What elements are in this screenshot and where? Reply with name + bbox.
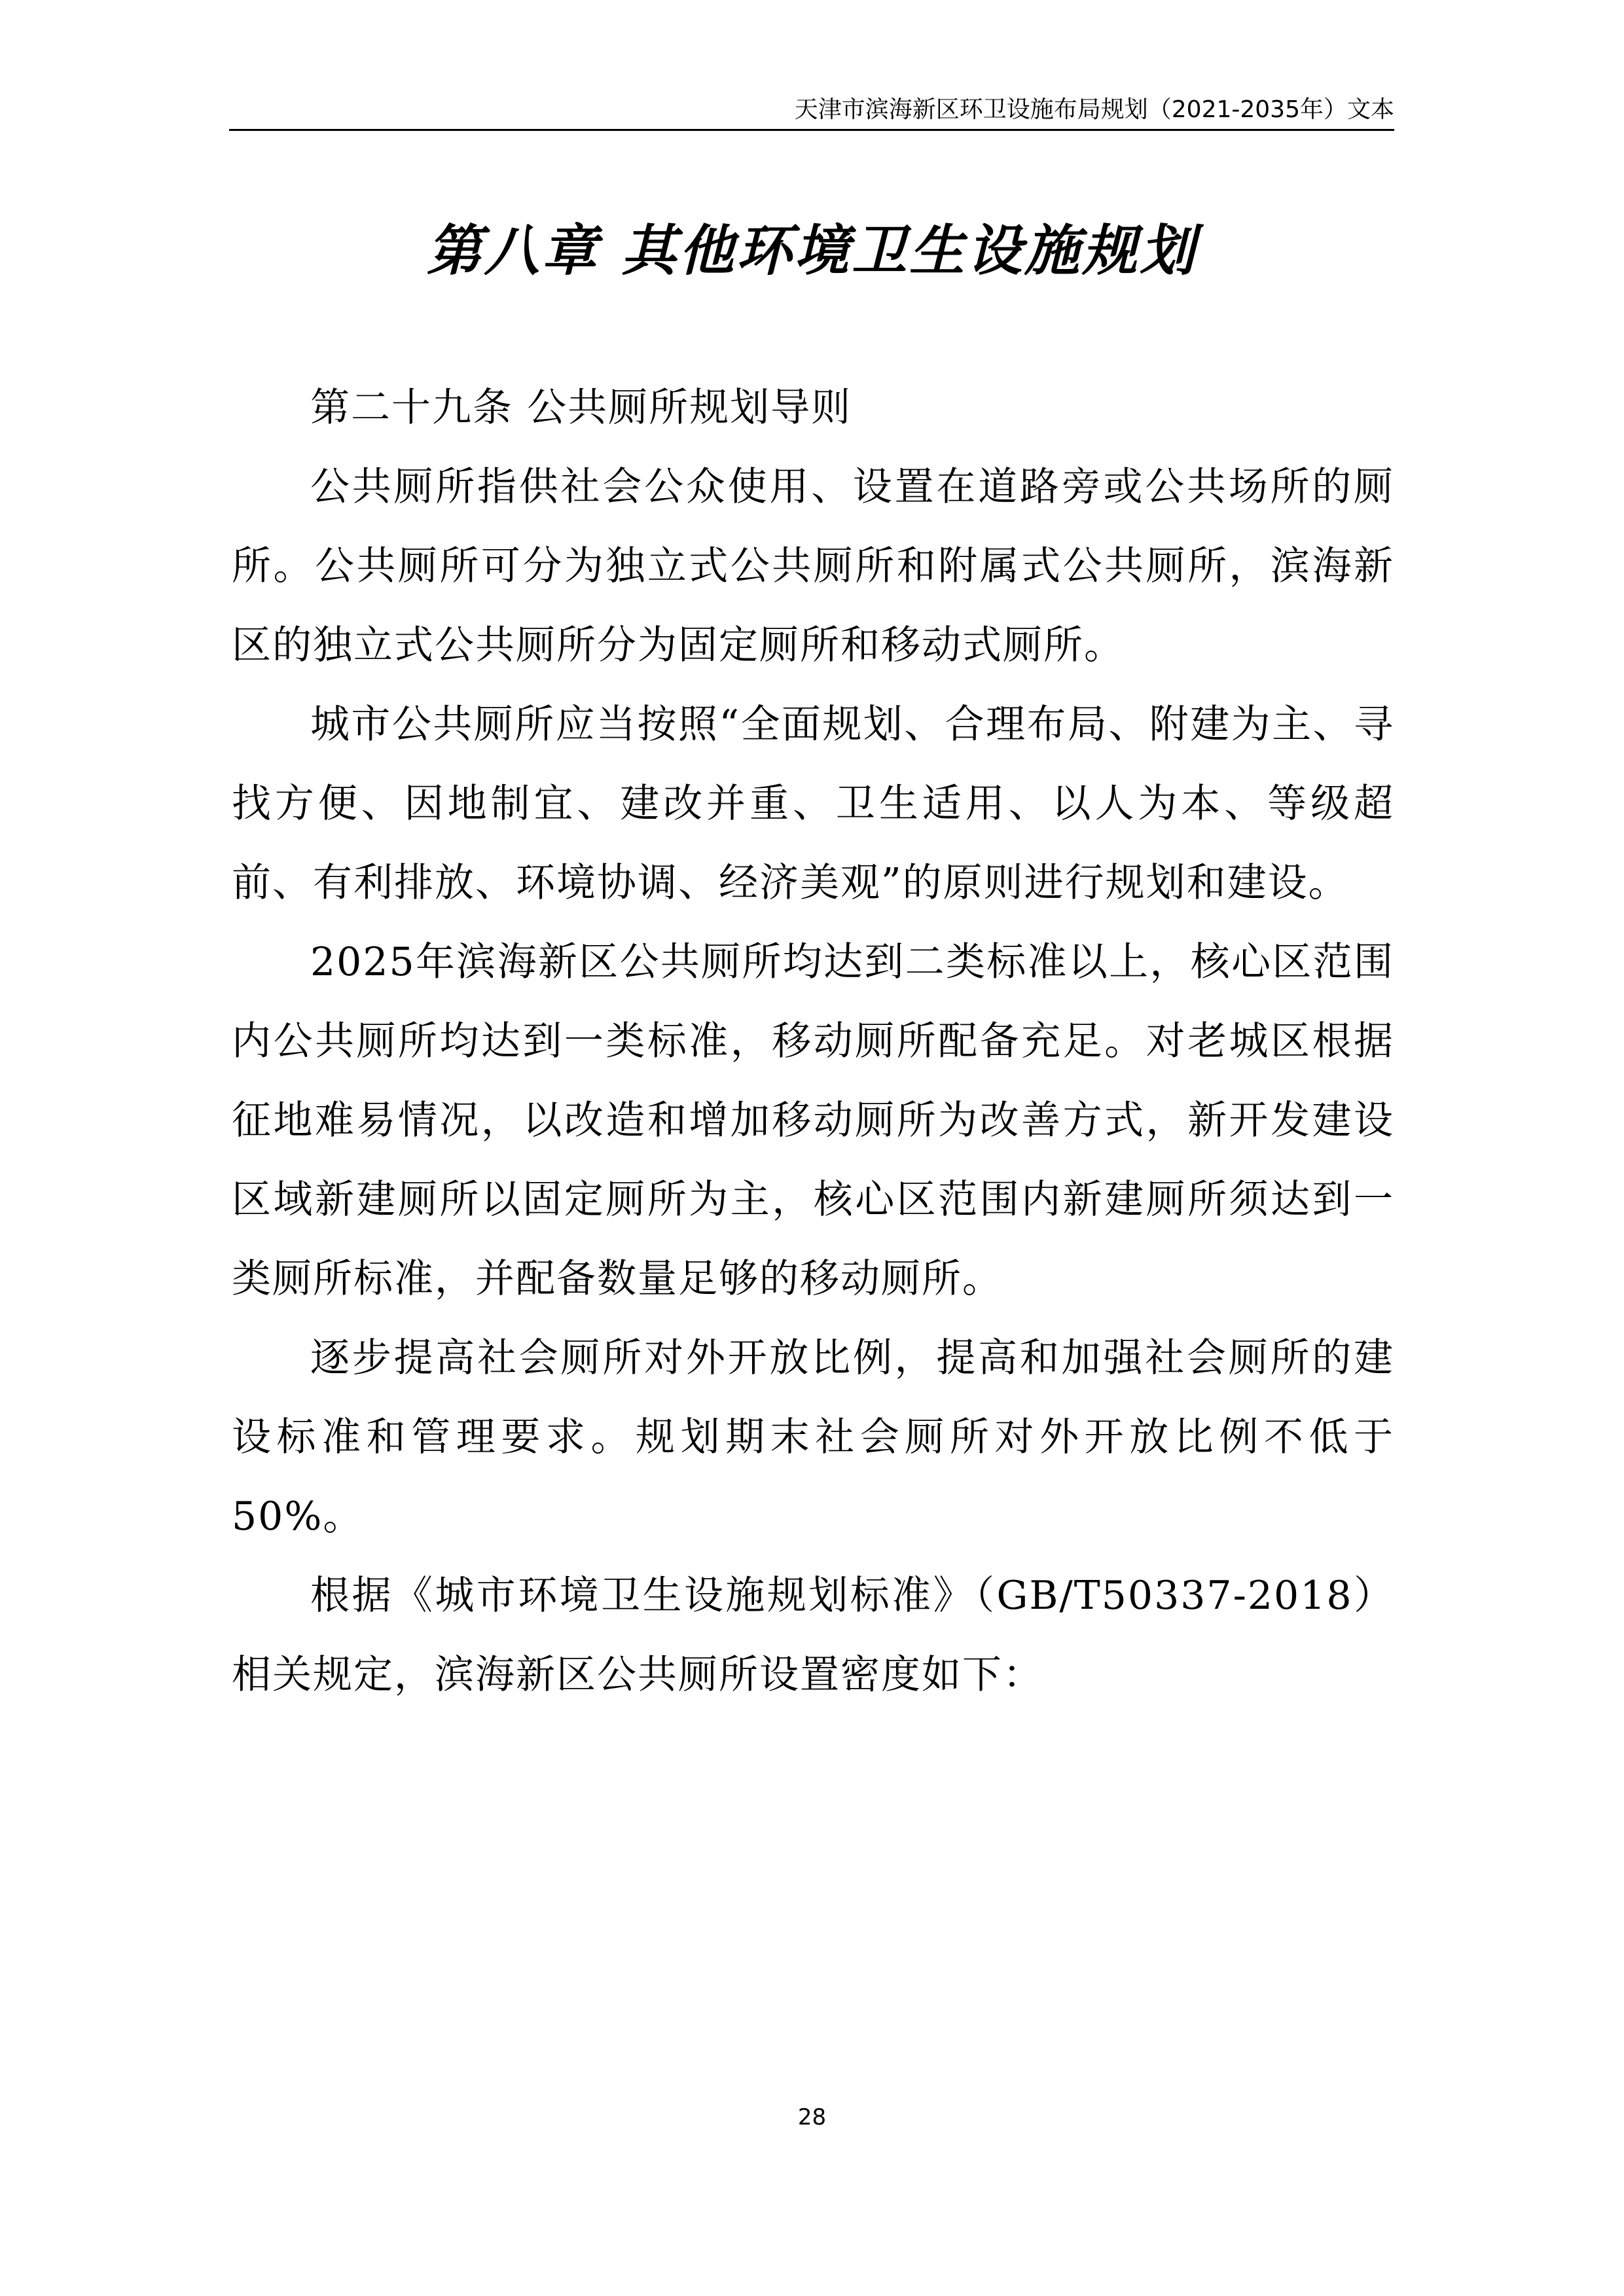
paragraph-density-standard: 根据《城市环境卫生设施规划标准》（GB/T50337-2018）相关规定，滨海新区公共厕所设置密度如下： (232, 1573, 1394, 1698)
paragraph-2025-targets: 2025年滨海新区公共厕所均达到二类标准以上，核心区范围内公共厕所均达到一类标准，移动厕所配备充足。对老城区根据征地难易情况，以改造和增加移动厕所为改善方式，新开发建设区域新建厕所以固定厕所为主，核心区范围内新建厕所须达到一类厕所标准，并配备数量足够的移动厕所。 (232, 939, 1394, 1302)
chapter-title: 第八章 其他环境卫生设施规划 (426, 218, 1198, 283)
paragraph-definition: 公共厕所指供社会公众使用、设置在道路旁或公共场所的厕所。公共厕所可分为独立式公共厕所和附属式公共厕所，滨海新区的独立式公共厕所分为固定厕所和移动式厕所。 (232, 464, 1394, 668)
running-header-title: 天津市滨海新区环卫设施布局规划（2021-2035年）文本 (794, 96, 1394, 123)
page-header (229, 93, 1394, 131)
document-body (232, 368, 1394, 1715)
section-heading: 第二十九条 公共厕所规划导则 (310, 385, 852, 431)
page-number: 28 (797, 2104, 827, 2130)
paragraph-principles: 城市公共厕所应当按照“全面规划、合理布局、附建为主、寻找方便、因地制宜、建改并重、卫生适用、以人为本、等级超前、有利排放、环境协调、经济美观”的原则进行规划和建设。 (232, 702, 1394, 906)
paragraph-social-toilets: 逐步提高社会厕所对外开放比例，提高和加强社会厕所的建设标准和管理要求。规划期末社会厕所对外开放比例不低于50%。 (232, 1335, 1394, 1539)
